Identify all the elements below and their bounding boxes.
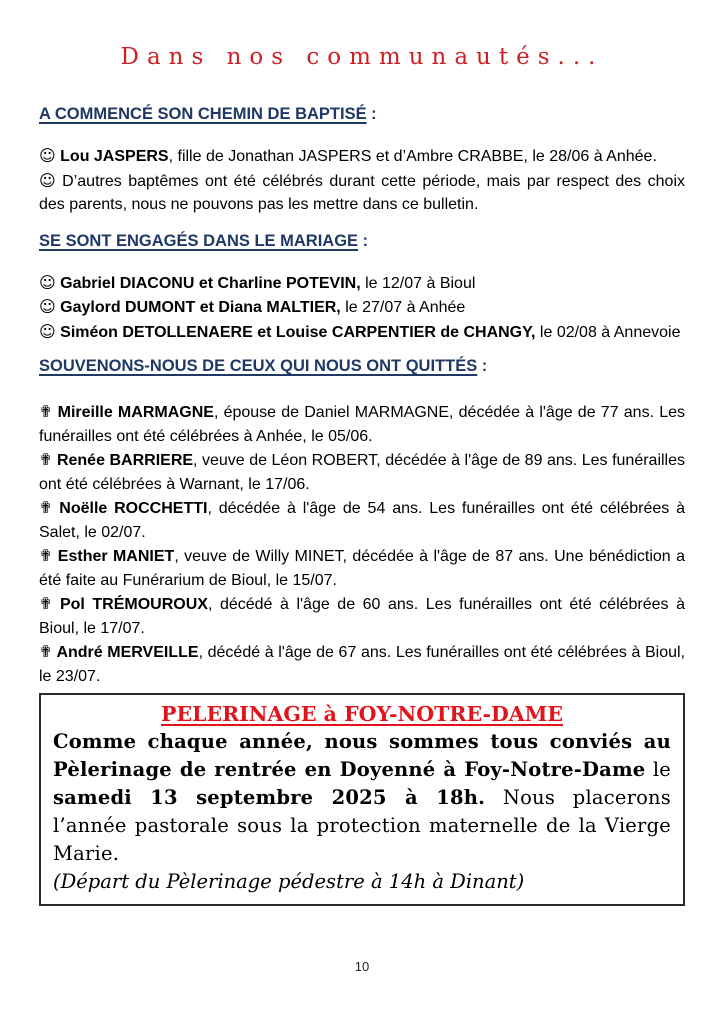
entry-text: , décédée à l'âge de 54 ans. Les funérailles ont été célébrées à Salet, le 02/07.: [39, 500, 686, 541]
cross-icon: ✟: [39, 402, 53, 421]
marriage-entry: [39, 271, 685, 296]
section-heading-deceased: [39, 356, 685, 376]
pilgrimage-body: [53, 728, 671, 868]
entry-text: , décédé à l'âge de 67 ans. Les funérailles ont été célébrées à Bioul, le 23/07.: [39, 644, 686, 685]
entry-text: D’autres baptêmes ont été célébrés durant cette période, mais par respect des choix des parents, nous ne pouvons pas les mettre dans ce bulletin.: [39, 172, 686, 213]
cross-icon: ✟: [39, 450, 53, 469]
heading-colon: :: [366, 105, 377, 123]
cross-icon: ✟: [39, 642, 53, 661]
cross-icon: ✟: [39, 546, 53, 565]
entry-text: , fille de Jonathan JASPERS et d’Ambre CRABBE, le 28/06 à Anhée.: [168, 148, 657, 165]
entry-text: , décédé à l'âge de 60 ans. Les funérailles ont été célébrées à Bioul, le 17/07.: [39, 596, 686, 637]
heading-colon: :: [477, 357, 488, 375]
deceased-entry: [39, 592, 685, 640]
pilgrimage-box: [39, 693, 685, 906]
entry-name: Noëlle ROCCHETTI: [59, 500, 208, 517]
deceased-entry: [39, 400, 685, 448]
entry-name: Mireille MARMAGNE: [57, 404, 214, 421]
marriage-entry: [39, 320, 685, 345]
section-heading-marriage-text: SE SONT ENGAGÉS DANS LE MARIAGE: [39, 231, 359, 250]
baptism-entry: [39, 169, 685, 217]
smiley-icon: ☺: [39, 272, 56, 292]
entry-name: André MERVEILLE: [56, 644, 199, 661]
marriage-entries: [39, 271, 685, 345]
entry-name: Lou JASPERS: [60, 148, 169, 165]
entry-name: Siméon DETOLLENAERE et Louise CARPENTIER de CHANGY,: [60, 323, 536, 341]
entry-text: le 12/07 à Bioul: [360, 274, 476, 292]
smiley-icon: ☺: [39, 321, 56, 341]
smiley-icon: ☺: [39, 297, 56, 316]
departure-note: (Départ du Pèlerinage pédestre à 14h à Dinant): [53, 870, 525, 893]
entry-name: Pol TRÉMOUROUX: [59, 596, 208, 613]
cross-icon: ✟: [39, 594, 53, 613]
section-heading-baptism-text: A COMMENCÉ SON CHEMIN DE BAPTISÉ: [39, 105, 367, 123]
marriage-entry: [39, 295, 685, 320]
entry-name: Esther MANIET: [57, 548, 175, 565]
entry-name: Renée BARRIERE: [56, 452, 194, 469]
entry-text: le 02/08 à Annevoie: [535, 323, 681, 341]
deceased-entry: [39, 544, 685, 592]
baptism-entries: [39, 144, 685, 217]
section-heading-deceased-text: SOUVENONS-NOUS DE CEUX QUI NOUS ONT QUITTÉS: [39, 357, 478, 375]
pilgrimage-mid: le: [645, 758, 671, 781]
smiley-icon: ☺: [39, 170, 56, 190]
deceased-entry: [39, 448, 685, 496]
entry-text: , épouse de Daniel MARMAGNE, décédée à l'âge de 77 ans. Les funérailles ont été célébrées à Anhée, le 05/06.: [39, 404, 686, 445]
entry-name: Gaylord DUMONT et Diana MALTIER,: [60, 299, 341, 316]
pilgrimage-bold-2: samedi 13 septembre 2025 à 18h.: [53, 786, 486, 809]
page-number: 10: [354, 959, 370, 974]
smiley-icon: ☺: [39, 146, 56, 165]
heading-colon: :: [358, 231, 369, 250]
entry-text: le 27/07 à Anhée: [340, 299, 466, 316]
entry-text: , veuve de Léon ROBERT, décédée à l'âge de 89 ans. Les funérailles ont été célébrées à Warnant, le 17/06.: [39, 452, 686, 493]
entry-name: Gabriel DIACONU et Charline POTEVIN,: [60, 274, 361, 292]
deceased-entries: [39, 400, 685, 688]
pilgrimage-title: PELERINAGE à FOY-NOTRE-DAME: [161, 702, 563, 726]
entry-text: , veuve de Willy MINET, décédée à l'âge de 87 ans. Une bénédiction a été faite au Funérarium de Bioul, le 15/07.: [39, 548, 685, 589]
pilgrimage-bold-1: Comme chaque année, nous sommes tous conviés au Pèlerinage de rentrée en Doyenné à Foy-Notre-Dame: [53, 730, 671, 781]
section-heading-baptism: [39, 104, 685, 124]
page-title: Dans nos communautés...: [120, 44, 604, 70]
section-heading-marriage: [39, 231, 685, 251]
deceased-entry: [39, 496, 685, 544]
baptism-entry: [39, 144, 685, 169]
pilgrimage-rest: Nous placerons l’année pastorale sous la protection maternelle de la Vierge Marie.: [53, 786, 672, 865]
deceased-entry: [39, 640, 685, 688]
cross-icon: ✟: [39, 498, 53, 517]
